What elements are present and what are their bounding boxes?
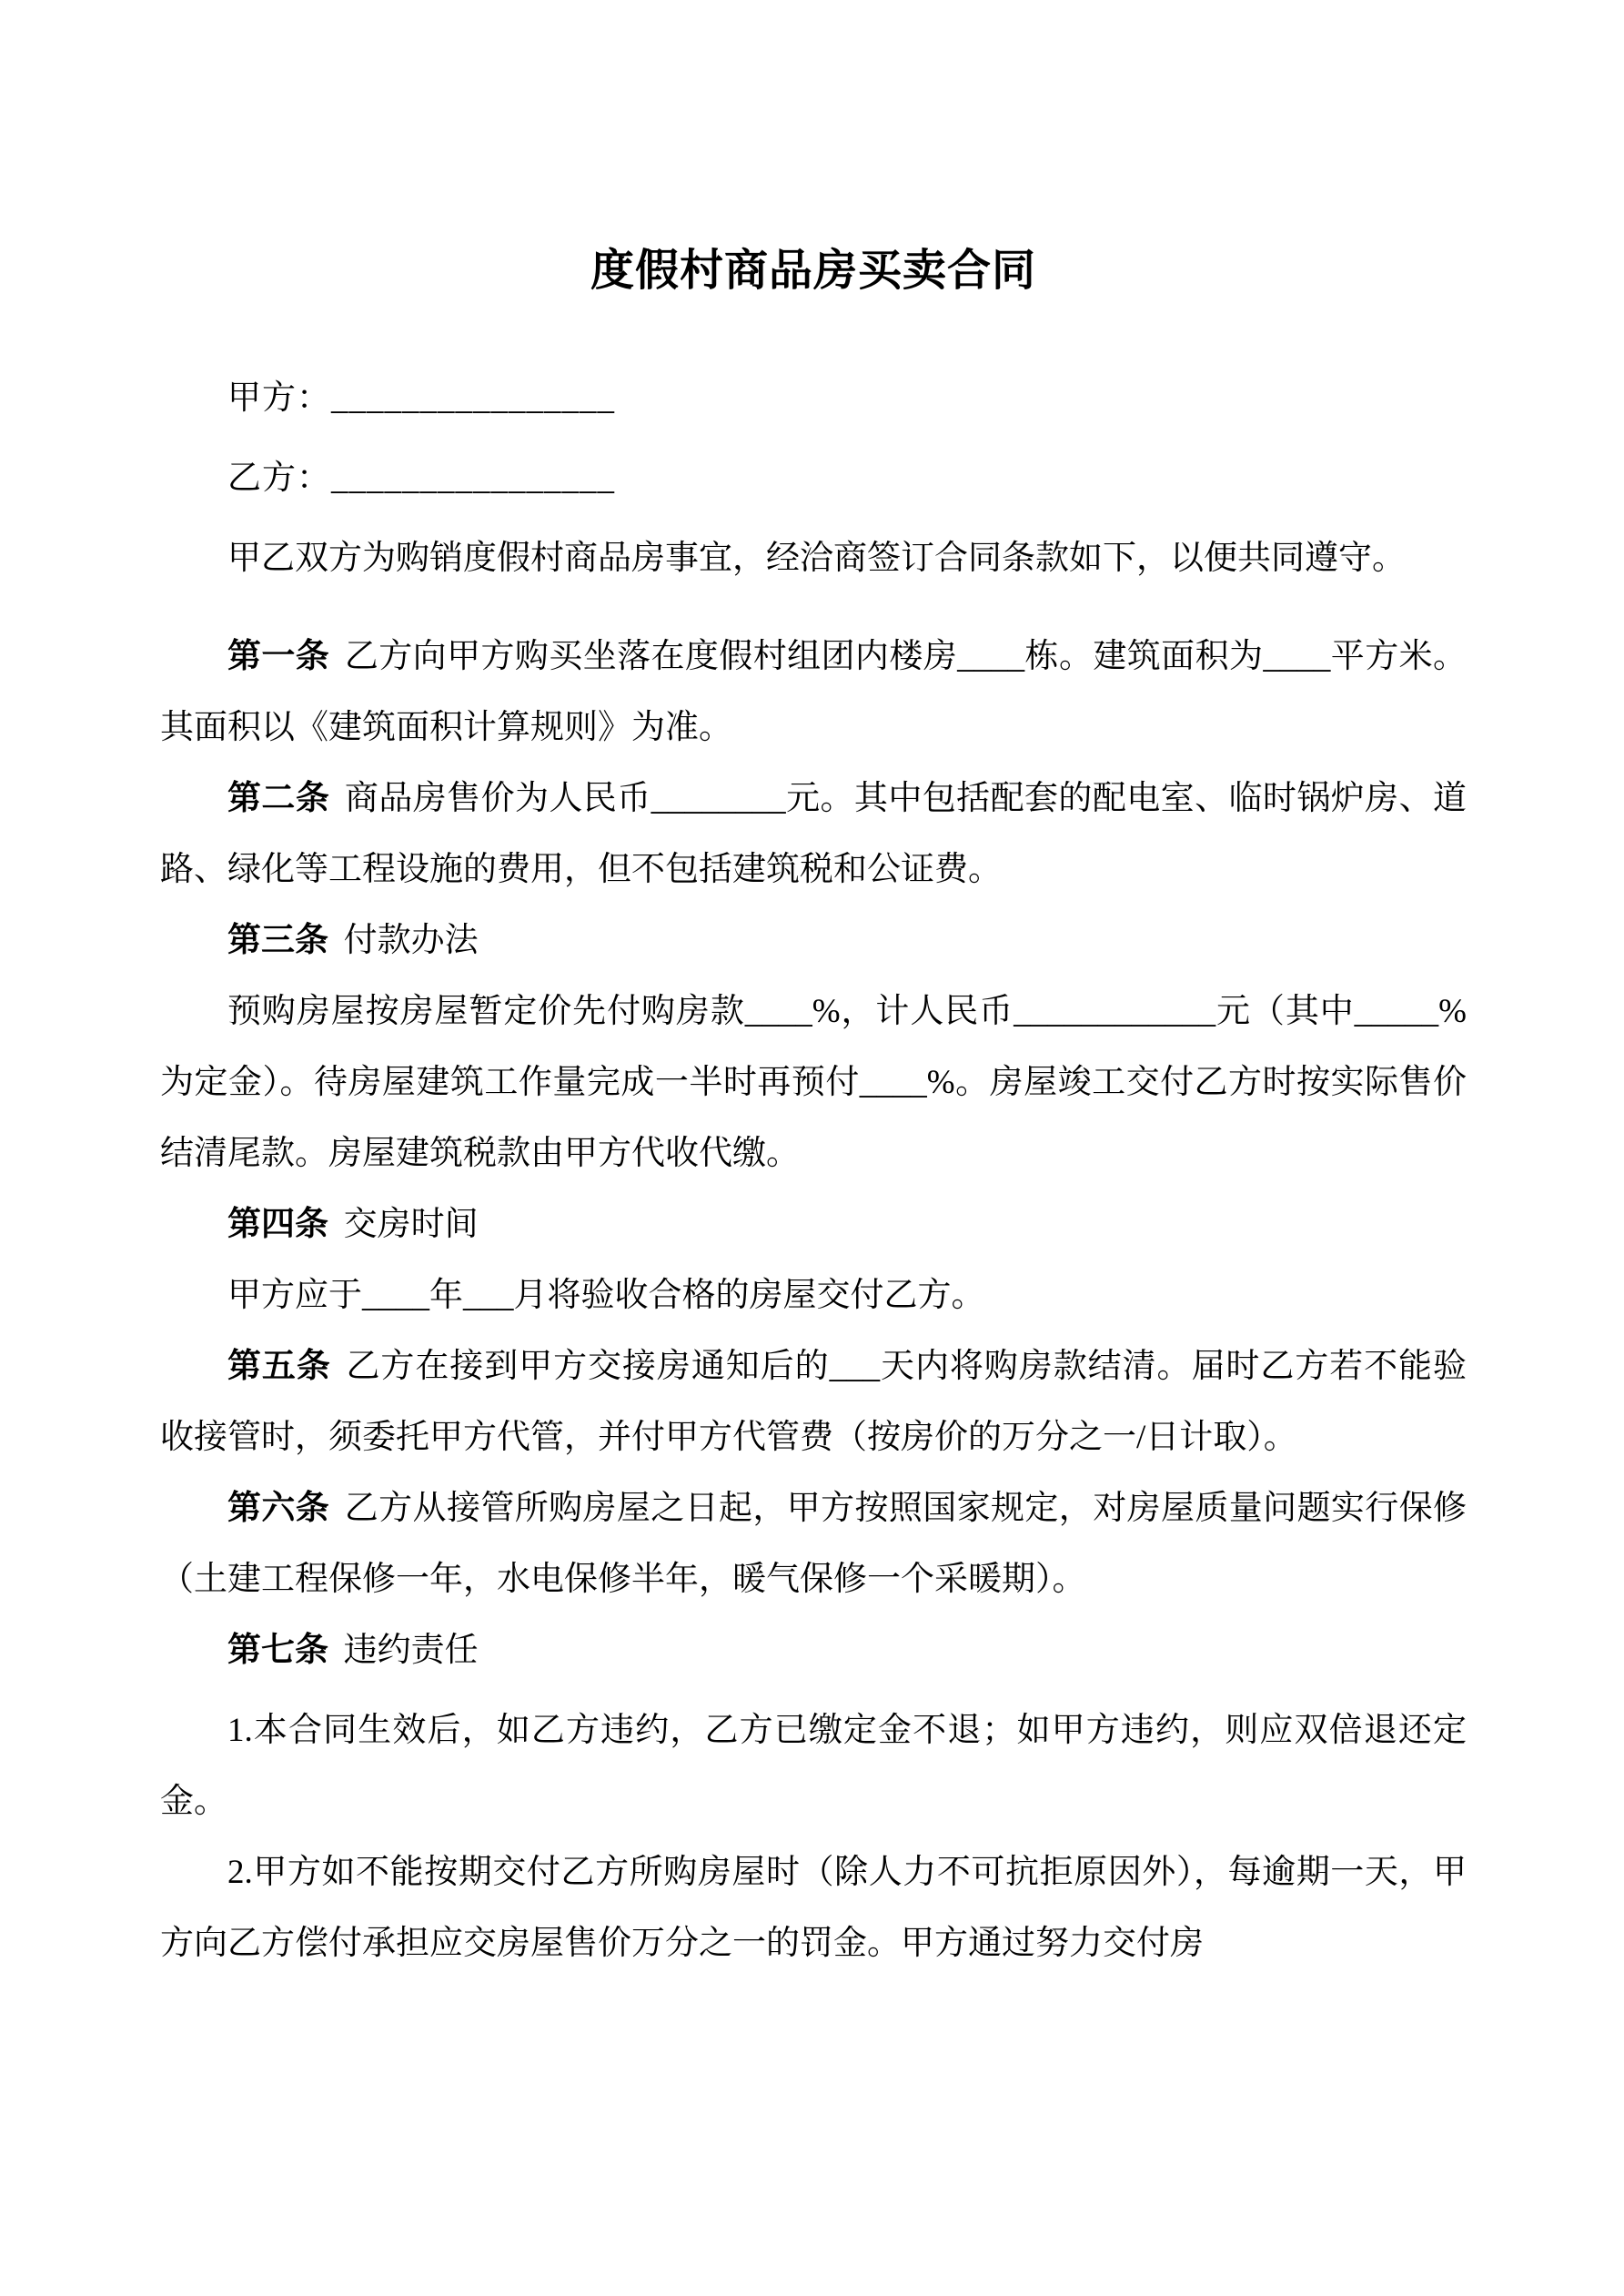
clause-7-heading: 第七条 — [227, 1632, 328, 1669]
clause-2 — [160, 764, 1467, 905]
document-title: 度假村商品房买卖合同 — [590, 247, 1036, 295]
clause-3-text: 付款办法 — [343, 922, 479, 959]
preamble — [160, 523, 1467, 594]
clause-7-item-2 — [160, 1837, 1467, 1979]
clause-5 — [160, 1331, 1467, 1473]
clause-3-body-text: 预购房屋按房屋暂定价先付购房款____%，计人民币____________元（其中_____%为定金）。待房屋建筑工作量完成一半时再预付____%。房屋竣工交付乙方时按实际售价结清尾款。房屋建筑税款由甲方代收代缴。 — [160, 993, 1467, 1172]
clause-2-heading: 第二条 — [227, 780, 330, 817]
party-a-line-text: 甲方：________________ — [227, 379, 615, 417]
clause-2-text: 商品房售价为人民币________元。其中包括配套的配电室、临时锅炉房、道路、绿化等工程设施的费用，但不包括建筑税和公证费。 — [160, 780, 1468, 888]
clause-1 — [160, 622, 1467, 764]
party-b-line-text: 乙方：________________ — [227, 460, 615, 497]
clause-3-heading: 第三条 — [227, 922, 328, 959]
clause-1-text: 乙方向甲方购买坐落在度假村组团内楼房____栋。建筑面积为____平方米。其面积以《建筑面积计算规则》为准。 — [160, 638, 1468, 746]
clause-4-text: 交房时间 — [343, 1206, 479, 1243]
clause-7-item-2-text: 2.甲方如不能按期交付乙方所购房屋时（除人力不可抗拒原因外），每逾期一天，甲方向乙方偿付承担应交房屋售价万分之一的罚金。甲方通过努力交付房 — [160, 1854, 1467, 1962]
party-a-line — [160, 363, 1467, 434]
clause-7 — [160, 1615, 1467, 1686]
clause-5-text: 乙方在接到甲方交接房通知后的___天内将购房款结清。届时乙方若不能验收接管时，须委托甲方代管，并付甲方代管费（按房价的万分之一/日计取）。 — [160, 1348, 1467, 1456]
clause-4 — [160, 1189, 1467, 1260]
clause-6-text: 乙方从接管所购房屋之日起，甲方按照国家规定，对房屋质量问题实行保修（土建工程保修一年，水电保修半年，暖气保修一个采暖期）。 — [160, 1490, 1468, 1598]
clause-7-item-1 — [160, 1695, 1467, 1837]
clause-6 — [160, 1473, 1467, 1615]
clause-7-item-1-text: 1.本合同生效后，如乙方违约，乙方已缴定金不退；如甲方违约，则应双倍退还定金。 — [160, 1712, 1467, 1820]
clause-5-heading: 第五条 — [227, 1348, 331, 1385]
clause-4-body — [160, 1260, 1467, 1331]
document-body — [160, 363, 1467, 1979]
party-b-line — [160, 443, 1467, 514]
preamble-text: 甲乙双方为购销度假村商品房事宜，经洽商签订合同条款如下，以便共同遵守。 — [227, 540, 1406, 577]
clause-4-body-text: 甲方应于____年___月将验收合格的房屋交付乙方。 — [227, 1277, 985, 1314]
clause-7-text: 违约责任 — [343, 1632, 479, 1669]
clause-3 — [160, 905, 1467, 976]
clause-3-body — [160, 976, 1467, 1189]
clause-4-heading: 第四条 — [227, 1206, 328, 1243]
clause-6-heading: 第六条 — [227, 1490, 330, 1527]
clause-1-heading: 第一条 — [227, 638, 330, 675]
